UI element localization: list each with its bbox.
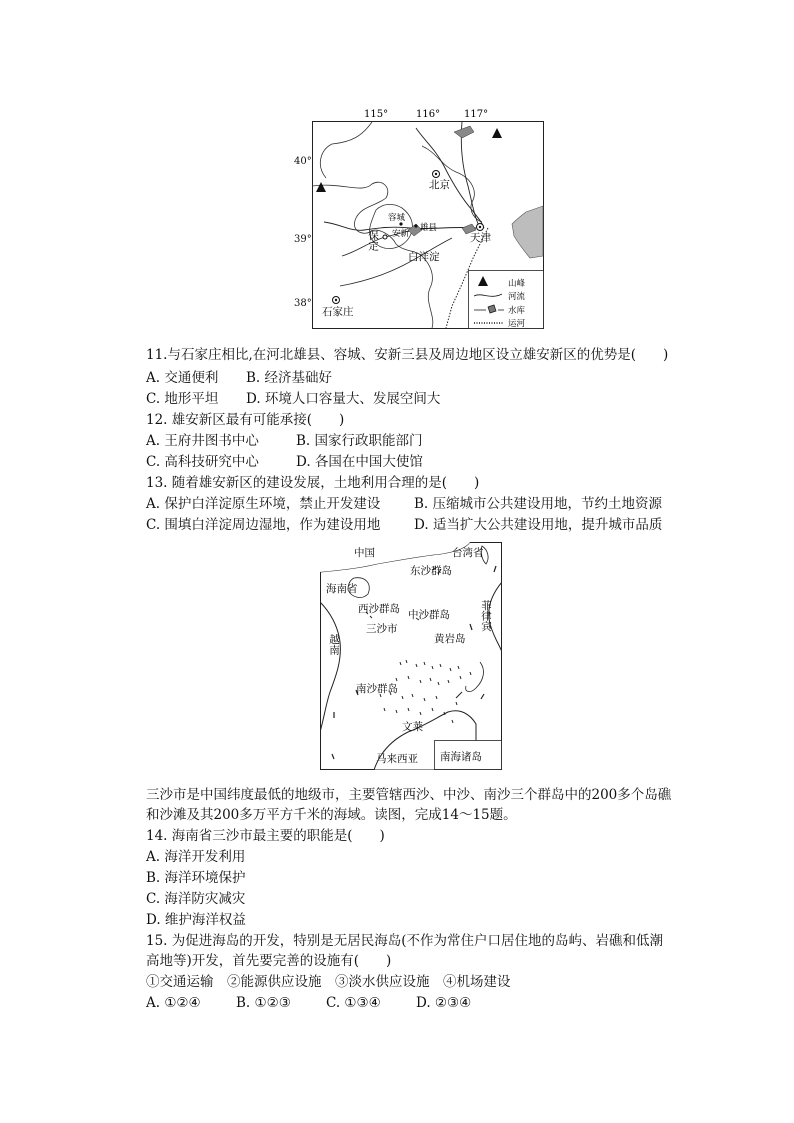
question-15-option-b: B. ①②③: [236, 995, 291, 1011]
question-13-option-c: C. 围填白洋淀周边湿地，作为建设用地: [146, 517, 381, 533]
city-shijiazhuang: 石家庄: [322, 306, 354, 318]
question-13-option-b: B. 压缩城市公共建设用地，节约土地资源: [414, 496, 663, 512]
label-malaysia: 马来西亚: [376, 753, 418, 765]
lon-label-117: 117°: [464, 109, 489, 120]
label-hainan: 海南省: [326, 583, 358, 595]
label-vietnam: 越南: [328, 634, 340, 655]
question-13-stem: 13. 随着雄安新区的建设发展，土地利用合理的是( ): [146, 475, 480, 491]
question-11-option-c: C. 地形平坦: [146, 391, 219, 407]
lon-label-116: 116°: [416, 109, 441, 120]
question-15-stem-block: [146, 931, 676, 971]
label-nansha: 南沙群岛: [356, 683, 398, 695]
legend-river: 河流: [508, 292, 526, 302]
question-15-option-c: C. ①③④: [326, 995, 381, 1011]
city-beijing: 北京: [429, 179, 450, 191]
question-11-stem: 11.与石家庄相比,在河北雄县、容城、安新三县及周边地区设立雄安新区的优势是( ): [146, 347, 669, 363]
question-15-option-d: D. ②③④: [416, 995, 472, 1011]
question-14-option-b: B. 海洋环境保护: [146, 870, 246, 886]
question-11-option-d: D. 环境人口容量大、发展空间大: [246, 391, 441, 407]
town-rongcheng: 容城: [388, 213, 406, 223]
inset-label: 南海诸岛: [440, 751, 482, 763]
question-12-stem: 12. 雄安新区最有可能承接( ): [146, 412, 345, 428]
question-14-option-c: C. 海洋防灾减灾: [146, 891, 246, 907]
label-dongsha: 东沙群岛: [410, 565, 452, 577]
lon-label-115: 115°: [364, 109, 389, 120]
label-brunei: 文莱: [402, 721, 423, 733]
question-12-option-d: D. 各国在中国大使馆: [296, 454, 423, 470]
label-huangyan: 黄岩岛: [434, 633, 466, 645]
question-14-option-a: A. 海洋开发利用: [146, 849, 246, 865]
question-15-option-a: A. ①②④: [146, 995, 201, 1011]
question-15-items: ①交通运输 ②能源供应设施 ③淡水供应设施 ④机场建设: [146, 974, 511, 990]
question-15-stem: 15. 为促进海岛的开发，特别是无居民海岛(不作为常住户口居住地的岛屿、岩礁和低潮高地等)开发，首先要完善的设施有( ): [146, 933, 664, 969]
label-zhongsha: 中沙群岛: [408, 609, 450, 621]
lat-label-40: 40°: [294, 156, 312, 167]
question-11-option-b: B. 经济基础好: [246, 370, 333, 386]
question-13-option-d: D. 适当扩大公共建设用地，提升城市品质: [414, 517, 663, 533]
lat-label-39: 39°: [294, 234, 312, 245]
legend-peak: 山峰: [508, 279, 526, 289]
city-baoding: 保定: [367, 230, 379, 251]
question-14-stem: 14. 海南省三沙市最主要的职能是( ): [146, 828, 385, 844]
label-xisha: 西沙群岛: [358, 603, 400, 615]
label-taiwan: 台湾省: [452, 547, 484, 559]
lat-label-38: 38°: [294, 298, 312, 309]
question-12-option-b: B. 国家行政职能部门: [296, 433, 423, 449]
south-china-sea-map: [320, 542, 502, 770]
label-sansha: 三沙市: [366, 623, 398, 635]
passage: [146, 785, 676, 825]
question-12-option-a: A. 王府井图书中心: [146, 433, 259, 449]
question-11-option-a: A. 交通便利: [146, 370, 219, 386]
legend-canal: 运河: [508, 319, 526, 329]
lake-baiyangdian: 白洋淀: [408, 251, 440, 263]
label-china: 中国: [354, 547, 375, 559]
question-14-option-d: D. 维护海洋权益: [146, 912, 246, 928]
question-12-option-c: C. 高科技研究中心: [146, 454, 259, 470]
question-13-option-a: A. 保护白洋淀原生环境，禁止开发建设: [146, 496, 381, 512]
town-xiongxian: 雄县: [420, 223, 438, 233]
label-philippines: 菲律宾: [480, 600, 492, 632]
city-tianjin: 天津: [470, 232, 491, 244]
xiongan-map: [312, 106, 544, 330]
legend-reservoir: 水库: [508, 306, 526, 316]
passage-text: 三沙市是中国纬度最低的地级市，主要管辖西沙、中沙、南沙三个群岛中的200多个岛礁和沙滩及其200多万平方千米的海域。读图，完成14～15题。: [146, 787, 672, 823]
town-anxin: 安新: [392, 229, 410, 239]
